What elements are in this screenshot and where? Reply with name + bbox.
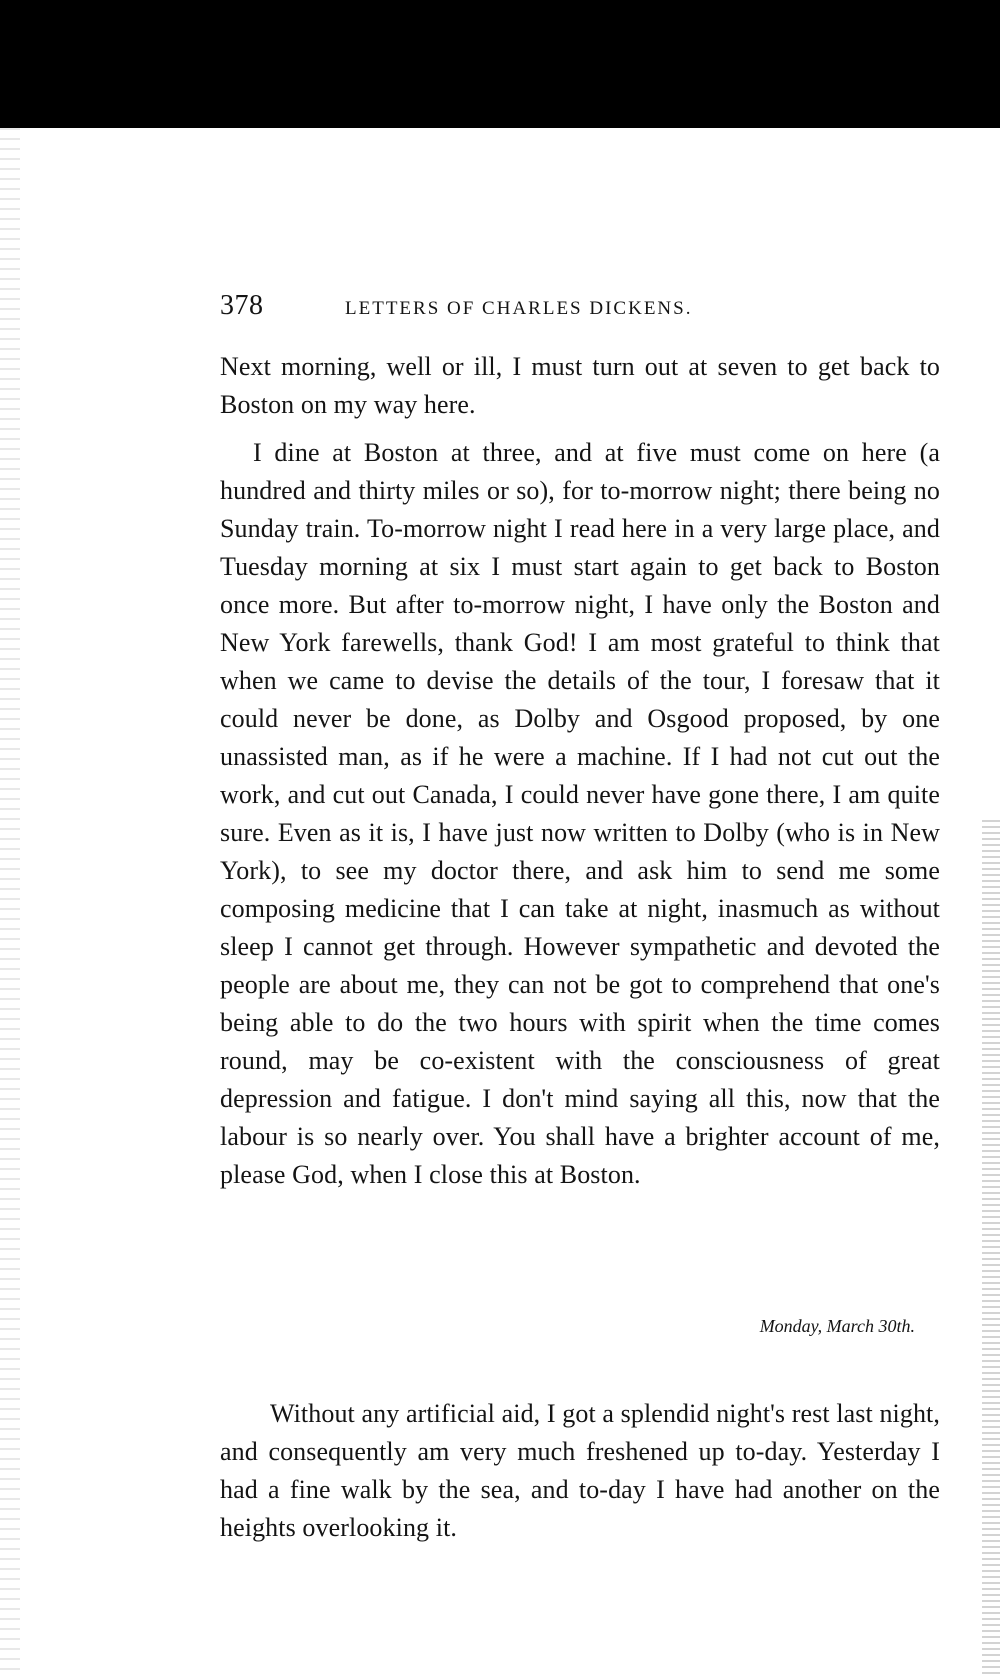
book-title: LETTERS OF CHARLES DICKENS. <box>345 298 693 319</box>
scan-right-edge <box>982 820 1000 1678</box>
scan-top-band <box>0 0 1000 128</box>
paragraph-3: Without any artificial aid, I got a splendid night's rest last night, and consequently am very much freshened up to-day. Yesterday I had a fine walk by the sea, and to-day I have had another on the heights overlooking it. <box>220 1399 940 1542</box>
date-line: Monday, March 30th. <box>759 1316 915 1336</box>
page-number: 378 <box>220 290 264 321</box>
scan-left-edge <box>0 128 20 1678</box>
running-head <box>220 290 940 322</box>
paragraph-1: Next morning, well or ill, I must turn out at seven to get back to Boston on my way here. <box>220 352 940 419</box>
paragraph-2: I dine at Boston at three, and at five must come on here (a hundred and thirty miles or so), for to-morrow night; there being no Sunday train. To-morrow night I read here in a very large place, and Tuesday morning at six I must start again to get back to Boston once more. But after to-morrow night, I have only the Boston and New York farewells, thank God! I am most grateful to think that when we came to devise the details of the tour, I foresaw that it could never be done, as Dolby and Osgood proposed, by one unassisted man, as if he were a machine. If I had not cut out the work, and cut out Canada, I could never have gone there, I am quite sure. Even as it is, I have just now written to Dolby (who is in New York), to see my doctor there, and ask him to send me some composing medicine that I can take at night, inasmuch as without sleep I cannot get through. However sympathetic and devoted the people are about me, they can not be got to comprehend that one's being able to do the two hours with spirit when the time comes round, may be co-existent with the consciousness of great depression and fatigue. I don't mind saying all this, now that the labour is so nearly over. You shall have a brighter account of me, please God, when I close this at Boston. <box>220 438 940 1189</box>
book-page <box>220 290 940 1547</box>
